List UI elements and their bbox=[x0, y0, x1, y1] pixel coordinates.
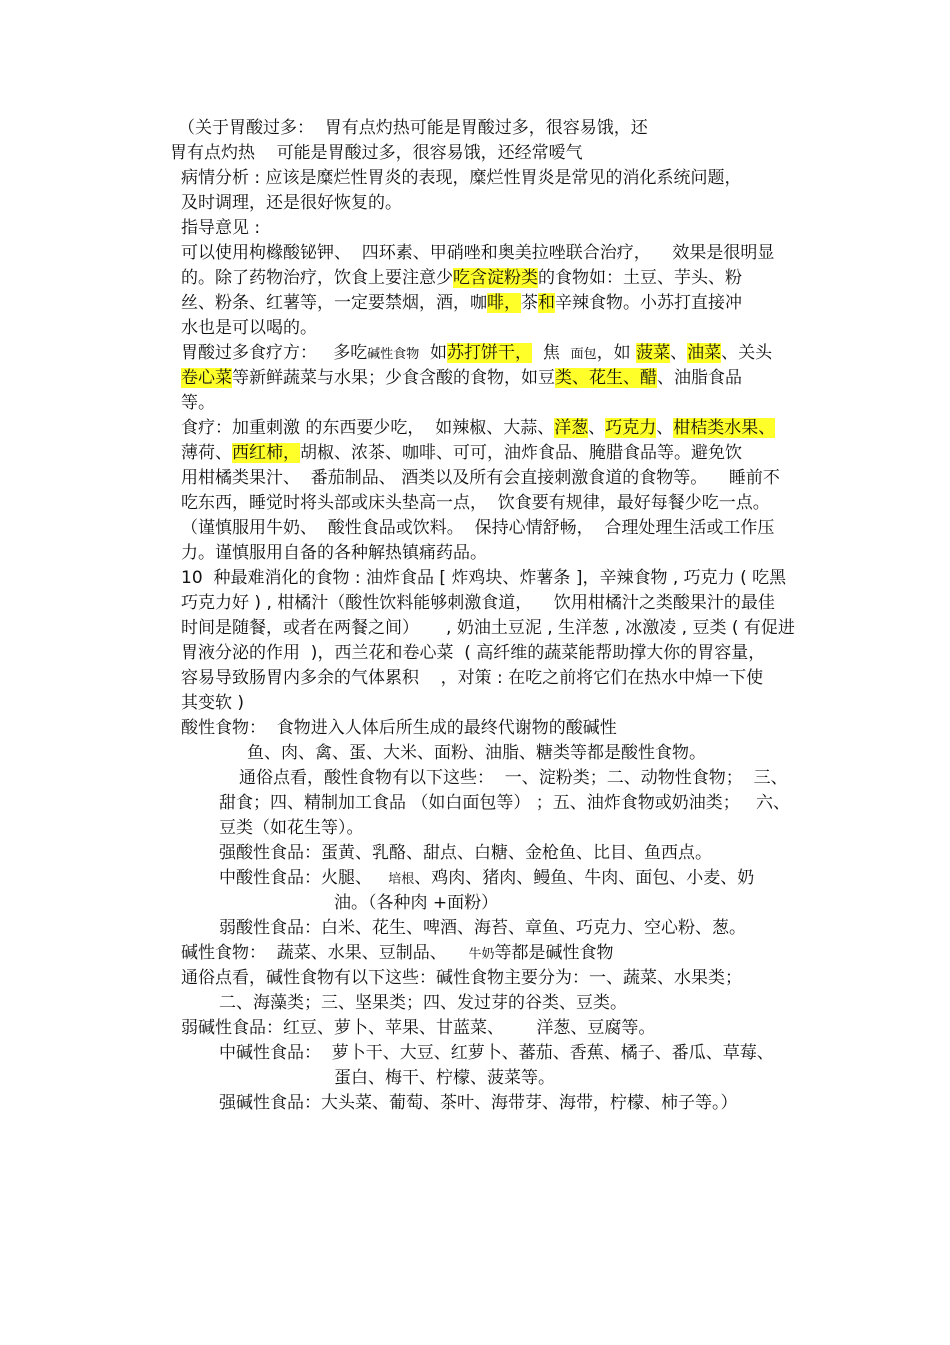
text-segment: 弱碱性食品：红豆、萝卜、苹果、甘蓝菜、 洋葱、豆腐等。 bbox=[181, 1018, 656, 1038]
text-segment: 时间是随餐，或者在两餐之间） , 奶油土豆泥 , 生洋葱 , 冰激凌 , 豆类 ( 有促进 bbox=[181, 618, 795, 638]
text-segment: 、关头 bbox=[721, 343, 773, 363]
text-line bbox=[181, 692, 244, 714]
text-line bbox=[334, 892, 498, 914]
text-line bbox=[181, 967, 742, 989]
text-segment: 中酸性食品：火腿、 bbox=[219, 868, 389, 888]
text-segment: 蛋白、梅干、柠檬、菠菜等。 bbox=[334, 1068, 555, 1088]
highlighted-text: 和 bbox=[538, 293, 555, 313]
text-segment: 培根 bbox=[388, 872, 415, 887]
text-line bbox=[219, 1042, 774, 1064]
text-segment: 强碱性食品：大头菜、葡萄、茶叶、海带芽、海带，柠檬、柿子等。） bbox=[219, 1093, 738, 1113]
text-line bbox=[334, 1067, 555, 1089]
text-line bbox=[219, 792, 790, 814]
text-segment: 用柑橘类果汁、 番茄制品、 酒类以及所有会直接刺激食道的食物等。 睡前不 bbox=[181, 468, 780, 488]
text-segment: （谨慎服用牛奶、 酸性食品或饮料。 保持心情舒畅， 合理处理生活或工作压 bbox=[181, 518, 775, 538]
text-line bbox=[219, 867, 754, 891]
text-segment: 甜食；四、精制加工食品 （如白面包等） ；五、油炸食物或奶油类； 六、 bbox=[219, 793, 791, 813]
text-line bbox=[181, 642, 765, 664]
text-line bbox=[181, 467, 780, 489]
text-segment: 通俗点看，酸性食物有以下这些： 一、淀粉类；二、动物性食物； 三、 bbox=[239, 768, 788, 788]
text-line bbox=[181, 342, 772, 366]
text-line bbox=[219, 992, 627, 1014]
text-segment: 容易导致肠胃内多余的气体累积 ，对策 : 在吃之前将它们在热水中焯一下使 bbox=[181, 668, 764, 688]
text-line bbox=[181, 1017, 655, 1039]
text-line bbox=[181, 717, 617, 739]
text-segment: 面包 bbox=[570, 347, 597, 362]
text-segment: 如 bbox=[419, 343, 448, 363]
text-line bbox=[219, 817, 364, 839]
text-line bbox=[181, 367, 742, 389]
text-segment: 、 bbox=[656, 418, 674, 438]
text-segment: 酸性食物： 食物进入人体后所生成的最终代谢物的酸碱性 bbox=[181, 718, 617, 738]
highlighted-text: 啡， bbox=[487, 293, 521, 313]
text-line bbox=[219, 1092, 738, 1114]
highlighted-text: 西红柿， bbox=[232, 443, 300, 463]
text-segment: 等。 bbox=[181, 393, 215, 413]
text-line bbox=[239, 767, 788, 789]
text-line bbox=[181, 542, 487, 564]
text-segment: 吃东西，睡觉时将头部或床头垫高一点， 饮食要有规律，最好每餐少吃一点。 bbox=[181, 493, 770, 513]
text-line bbox=[181, 317, 317, 339]
text-line bbox=[247, 742, 706, 764]
text-line bbox=[181, 217, 260, 239]
highlighted-text: 吃含淀粉类 bbox=[453, 268, 538, 288]
text-line bbox=[181, 942, 613, 966]
highlighted-text: 柑桔类水果、 bbox=[673, 418, 776, 438]
text-segment: 二、海藻类；三、坚果类；四、发过芽的谷类、豆类。 bbox=[219, 993, 627, 1013]
text-line bbox=[181, 517, 774, 539]
text-segment: 及时调理，还是很好恢复的。 bbox=[181, 193, 402, 213]
text-segment: 、鸡肉、猪肉、鳗鱼、牛肉、面包、小麦、奶 bbox=[414, 868, 755, 888]
text-segment: 的食物如：土豆、芋头、粉 bbox=[538, 268, 742, 288]
text-segment: 弱酸性食品：白米、花生、啤酒、海苔、章鱼、巧克力、空心粉、葱。 bbox=[219, 918, 746, 938]
text-segment: 焦 bbox=[532, 343, 571, 363]
text-line bbox=[181, 192, 402, 214]
text-segment: 食疗：加重刺激 的东西要少吃， 如辣椒、大蒜、 bbox=[181, 418, 555, 438]
text-segment: 丝、粉条、红薯等，一定要禁烟，酒，咖 bbox=[181, 293, 487, 313]
text-line bbox=[219, 917, 746, 939]
text-segment: 胃有点灼热 可能是胃酸过多，很容易饿，还经常嗳气 bbox=[170, 143, 583, 163]
text-segment: 可以使用枸橼酸铋钾、 四环素、甲硝唑和奥美拉唑联合治疗， 效果是很明显 bbox=[181, 243, 775, 263]
highlighted-text: 油菜 bbox=[687, 343, 722, 363]
text-segment: 茶 bbox=[521, 293, 538, 313]
text-segment: 中碱性食品： 萝卜干、大豆、红萝卜、蕃茄、香蕉、橘子、番瓜、草莓、 bbox=[219, 1043, 774, 1063]
text-line bbox=[181, 442, 742, 464]
highlighted-text: 巧克力 bbox=[605, 418, 657, 438]
text-segment: ，如 bbox=[596, 343, 637, 363]
text-segment: 胃酸过多食疗方： 多吃 bbox=[181, 343, 368, 363]
text-segment: 等新鲜蔬菜与水果；少食含酸的食物，如豆 bbox=[232, 368, 555, 388]
text-line bbox=[181, 592, 775, 614]
text-segment: 的。除了药物治疗，饮食上要注意少 bbox=[181, 268, 453, 288]
highlighted-text: 苏打饼干， bbox=[447, 343, 533, 363]
text-line bbox=[181, 167, 742, 189]
text-line bbox=[181, 492, 770, 514]
text-segment: 豆类（如花生等）。 bbox=[219, 818, 364, 838]
text-line bbox=[181, 667, 763, 689]
highlighted-text: 类、花生、醋 bbox=[555, 368, 657, 388]
text-segment: 病情分析 : 应该是糜烂性胃炎的表现，糜烂性胃炎是常见的消化系统问题， bbox=[181, 168, 742, 188]
text-segment: 碱性食物 bbox=[367, 347, 420, 362]
text-line bbox=[181, 392, 215, 414]
text-line bbox=[181, 292, 742, 314]
text-line bbox=[181, 242, 774, 264]
highlighted-text: 菠菜 bbox=[636, 343, 671, 363]
text-segment: 强酸性食品：蛋黄、乳酪、甜点、白糖、金枪鱼、比目、鱼西点。 bbox=[219, 843, 712, 863]
text-line bbox=[178, 117, 648, 139]
text-line bbox=[219, 842, 712, 864]
highlighted-text: 洋葱 bbox=[554, 418, 589, 438]
text-segment: 碱性食物： 蔬菜、水果、豆制品、 bbox=[181, 943, 469, 963]
text-segment: 鱼、肉、禽、蛋、大米、面粉、油脂、糖类等都是酸性食物。 bbox=[247, 743, 706, 763]
text-segment: 通俗点看，碱性食物有以下这些：碱性食物主要分为：一、蔬菜、水果类； bbox=[181, 968, 742, 988]
text-segment: 、 bbox=[670, 343, 688, 363]
text-segment: 胡椒、浓茶、咖啡、可可，油炸食品、腌腊食品等。避免饮 bbox=[300, 443, 742, 463]
text-segment: 指导意见 : bbox=[181, 218, 261, 238]
text-line bbox=[181, 617, 795, 639]
text-line bbox=[181, 267, 742, 289]
text-segment: 巧克力好 ) , 柑橘汁（酸性饮料能够刺激食道， 饮用柑橘汁之类酸果汁的最佳 bbox=[181, 593, 775, 613]
text-segment: 辛辣食物。小苏打直接冲 bbox=[555, 293, 742, 313]
highlighted-text: 卷心菜 bbox=[181, 368, 232, 388]
text-segment: 油。（各种肉 +面粉） bbox=[334, 893, 499, 913]
text-segment: 、 bbox=[588, 418, 606, 438]
text-segment: 其变软 ) bbox=[181, 693, 245, 713]
text-segment: 牛奶 bbox=[468, 947, 495, 962]
text-line bbox=[181, 417, 775, 439]
text-segment: （关于胃酸过多： 胃有点灼热可能是胃酸过多，很容易饿，还 bbox=[178, 118, 648, 138]
text-line bbox=[170, 142, 583, 164]
text-segment: 胃液分泌的作用 )，西兰花和卷心菜 ( 高纤维的蔬菜能帮助撑大你的胃容量， bbox=[181, 643, 766, 663]
text-segment: 等都是碱性食物 bbox=[494, 943, 614, 963]
text-segment: 力。谨慎服用自备的各种解热镇痛药品。 bbox=[181, 543, 487, 563]
text-segment: 薄荷、 bbox=[181, 443, 232, 463]
text-line bbox=[181, 567, 786, 589]
text-segment: 、油脂食品 bbox=[657, 368, 742, 388]
text-segment: 10 种最难消化的食物 : 油炸食品 [ 炸鸡块、炸薯条 ]，辛辣食物 , 巧克力 ( 吃黑 bbox=[181, 568, 787, 588]
text-segment: 水也是可以喝的。 bbox=[181, 318, 317, 338]
